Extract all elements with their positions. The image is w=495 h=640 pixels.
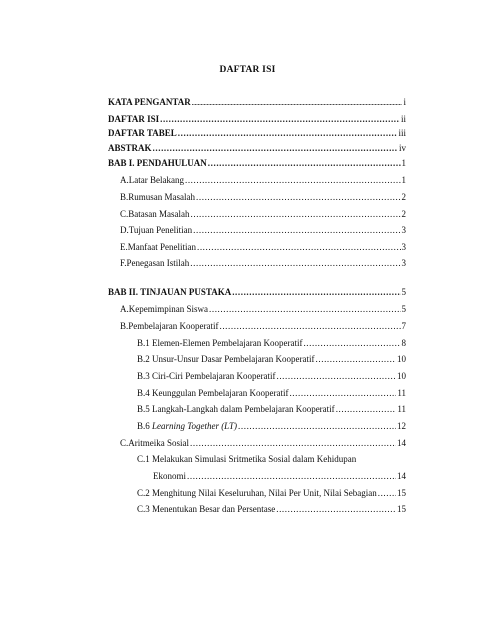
toc-leader-dots: [208, 158, 401, 169]
toc-entry-kata-pengantar: [108, 97, 406, 110]
toc-entry-2b1: [137, 338, 406, 349]
toc-entry-1f: [120, 258, 406, 269]
toc-entry-daftar-tabel: [108, 128, 406, 139]
toc-entry-1a: [120, 175, 406, 186]
toc-item-letter: D.: [120, 225, 129, 235]
toc-leader-dots: [192, 99, 403, 110]
toc-leader-dots: [196, 192, 400, 203]
toc-item-letter: F.: [120, 258, 127, 268]
toc-leader-dots: [187, 471, 396, 482]
toc-page-number: 14: [397, 438, 406, 448]
toc-entry-bab-1: [108, 158, 406, 169]
toc-label: ABSTRAK: [108, 143, 152, 153]
toc-entry-2c: [120, 438, 406, 449]
toc-label: Rumusan Masalah: [128, 192, 196, 202]
page-title: DAFTAR ISI: [219, 65, 276, 75]
toc-leader-dots: [336, 404, 397, 415]
toc-entry-daftar-isi: [108, 114, 406, 125]
toc-page-number: 1: [401, 158, 406, 168]
toc-leader-dots: [303, 338, 400, 349]
toc-label: B.2 Unsur-Unsur Dasar Pembelajaran Kooperatif: [137, 354, 315, 364]
toc-leader-dots: [232, 287, 400, 298]
toc-label: Batasan Masalah: [128, 209, 190, 219]
toc-entry-1c: [120, 209, 406, 220]
toc-page-number: 5: [401, 304, 406, 314]
toc-label: DAFTAR TABEL: [108, 128, 177, 138]
toc-label: B.5 Langkah-Langkah dalam Pembelajaran Kooperatif: [137, 404, 335, 414]
toc-leader-dots: [178, 128, 398, 139]
toc-page-number: 11: [397, 388, 406, 398]
toc-entry-2b2: [137, 354, 406, 365]
toc-leader-dots: [191, 209, 401, 220]
toc-label: Latar Belakang: [128, 175, 184, 185]
toc-page-number: ii: [400, 114, 406, 124]
toc-label: B.1 Elemen-Elemen Pembelajaran Kooperatif: [137, 338, 303, 348]
toc-page-number: 12: [397, 421, 406, 431]
toc-leader-dots: [190, 438, 396, 449]
toc-label: B.4 Keunggulan Pembelajaran Kooperatif: [137, 388, 289, 398]
toc-label: Pembelajaran Kooperatif: [128, 321, 219, 331]
toc-leader-dots: [238, 421, 396, 432]
toc-entry-2c2: [137, 488, 406, 499]
toc-page-number: 2: [401, 192, 406, 202]
toc-label: Kepemimpinan Siswa: [128, 304, 208, 314]
toc-page-number: 3: [401, 225, 406, 235]
toc-entry-1e: [120, 242, 406, 253]
toc-entry-2c1-line2: [153, 471, 406, 482]
toc-leader-dots: [193, 225, 400, 236]
toc-leader-dots: [219, 321, 400, 332]
toc-page-number: 10: [397, 371, 406, 381]
toc-page-number: 14: [397, 471, 406, 481]
toc-entry-1d: [120, 225, 406, 236]
toc-entry-2b3: [137, 371, 406, 382]
toc-page-number: iii: [398, 128, 406, 138]
toc-label: C.3 Menentukan Besar dan Persentase: [137, 504, 276, 514]
toc-entry-2c1-line1: [137, 454, 406, 465]
toc-page-number: 2: [401, 209, 406, 219]
toc-leader-dots: [190, 258, 400, 269]
toc-label: BAB I. PENDAHULUAN: [108, 158, 207, 168]
toc-leader-dots: [185, 175, 401, 186]
toc-label: Tujuan Penelitian: [128, 225, 193, 235]
toc-leader-dots: [160, 114, 400, 125]
toc-label: B.3 Ciri-Ciri Pembelajaran Kooperatif: [137, 371, 276, 381]
toc-page-number: 1: [401, 175, 406, 185]
toc-leader-dots: [289, 388, 396, 399]
toc-page-number: 11: [397, 404, 406, 414]
toc-page-number: i: [403, 97, 406, 107]
toc-entry-1b: [120, 192, 406, 203]
toc-label: Aritmeika Sosial: [128, 438, 190, 448]
toc-label: Penegasan Istilah: [126, 258, 190, 268]
toc-page-number: 10: [397, 354, 406, 364]
toc-label-prefix: B.6: [137, 421, 153, 431]
toc-item-letter: C.: [120, 209, 129, 219]
toc-entry-bab-2: [108, 287, 406, 298]
toc-label: DAFTAR ISI: [108, 114, 160, 124]
toc-leader-dots: [209, 304, 401, 315]
toc-label-italic: Learning Together (LT): [152, 421, 238, 431]
toc-page-number: 3: [401, 258, 406, 268]
toc-item-letter: A.: [120, 304, 129, 314]
toc-item-letter: E.: [120, 242, 128, 252]
toc-page-number: 15: [397, 504, 406, 514]
toc-entry-abstrak: [108, 143, 406, 154]
toc-item-letter: B.: [120, 321, 129, 331]
toc-label: [137, 421, 237, 432]
toc-leader-dots: [197, 242, 401, 253]
toc-leader-dots: [378, 488, 396, 499]
toc-label: C.2 Menghitung Nilai Keseluruhan, Nilai Per Unit, Nilai Sebagian: [137, 488, 377, 498]
toc-label: Ekonomi: [153, 471, 186, 481]
toc-entry-2a: [120, 304, 406, 315]
toc-entry-2b6: [137, 421, 406, 432]
toc-item-letter: A.: [120, 175, 129, 185]
toc-page-number: 15: [397, 488, 406, 498]
toc-page-number: 8: [401, 338, 406, 348]
toc-item-letter: C.: [120, 438, 129, 448]
toc-page-number: 3: [401, 242, 406, 252]
toc-label: C.1 Melakukan Simulasi Sritmetika Sosial dalam Kehidupan: [137, 454, 357, 464]
toc-page-number: 5: [401, 287, 406, 297]
toc-label: Manfaat Penelitian: [127, 242, 196, 252]
toc-leader-dots: [153, 143, 398, 154]
toc-entry-2b5: [137, 404, 406, 415]
toc-entry-2b4: [137, 388, 406, 399]
toc-leader-dots: [316, 354, 396, 365]
toc-leader-dots: [276, 504, 396, 515]
toc-page-number: iv: [398, 143, 406, 153]
toc-item-letter: B.: [120, 192, 129, 202]
toc-label: KATA PENGANTAR: [108, 97, 191, 107]
toc-entry-2b: [120, 321, 406, 332]
toc-page-number: 7: [401, 321, 406, 331]
toc-leader-dots: [276, 371, 396, 382]
toc-entry-2c3: [137, 504, 406, 515]
toc-label: BAB II. TINJAUAN PUSTAKA: [108, 287, 232, 297]
